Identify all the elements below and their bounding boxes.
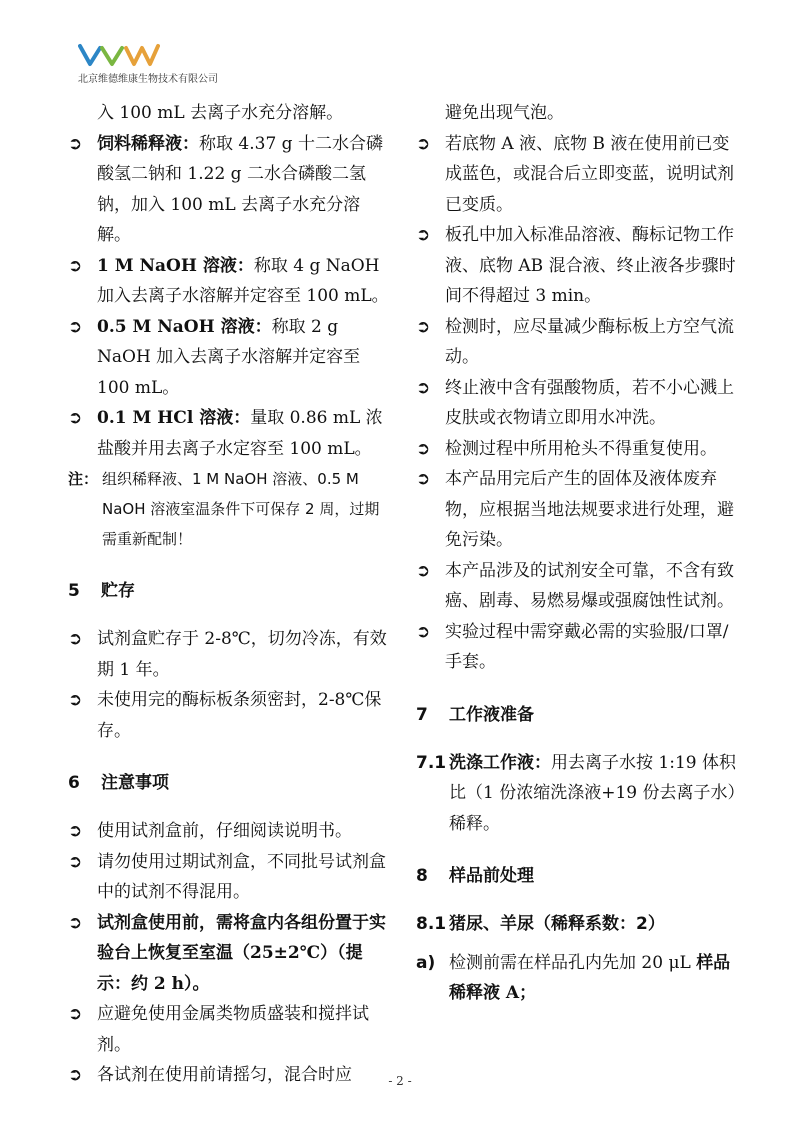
arrow-bullet-icon: ➲: [416, 438, 431, 459]
section-heading: 5 贮存: [68, 581, 135, 601]
arrow-bullet-icon: ➲: [416, 316, 431, 337]
section-heading: 6 注意事项: [68, 773, 169, 793]
list-item: ➲ 检测时，应尽量减少酶标板上方空气流动。: [416, 312, 738, 373]
subsection-7-1: 7.1 洗涤工作液：用去离子水按 1:19 体积比（1 份浓缩洗涤液+19 份去离子水）稀释。: [416, 752, 736, 834]
page-number: - 2 -: [388, 1074, 412, 1088]
list-item: ➲ 检测过程中所用枪头不得重复使用。: [416, 434, 738, 465]
list-item: ➲ 1 M NaOH 溶液：称取 4 g NaOH 加入去离子水溶解并定容至 100 mL。: [68, 251, 390, 312]
arrow-bullet-icon: ➲: [68, 690, 83, 710]
continuation-text: 入 100 mL 去离子水充分溶解。: [97, 103, 344, 123]
right-column: [416, 98, 738, 1009]
continuation-text: 避免出现气泡。: [445, 103, 564, 123]
arrow-bullet-icon: ➲: [416, 225, 431, 245]
note-label: 注：: [68, 470, 99, 488]
arrow-bullet-icon: ➲: [68, 821, 83, 841]
list-item: ➲ 应避免使用金属类物质盛装和搅拌试剂。: [68, 999, 390, 1060]
list-item: ➲ 未使用完的酶标板条须密封，2-8℃保存。: [68, 685, 390, 746]
header-logo: [78, 42, 218, 85]
note-text: 组织稀释液、1 M NaOH 溶液、0.5 M NaOH 溶液室温条件下可保存 2 周，过期需重新配制！: [102, 470, 380, 548]
list-item: ➲ 板孔中加入标准品溶液、酶标记物工作液、底物 AB 混合液、终止液各步骤时间不得超过 3 min。: [416, 220, 738, 312]
note: [68, 464, 390, 554]
arrow-bullet-icon: ➲: [416, 377, 431, 398]
arrow-bullet-icon: ➲: [68, 133, 83, 154]
list-item: ➲ 各试剂在使用前请摇匀，混合时应: [68, 1060, 390, 1091]
arrow-bullet-icon: ➲: [416, 133, 431, 154]
list-item: ➲ 0.1 M HCl 溶液：量取 0.86 mL 浓盐酸并用去离子水定容至 100 mL。: [68, 403, 390, 464]
company-logo-icon: [78, 42, 160, 68]
list-item: ➲ 试剂盒使用前，需将盒内各组份置于实验台上恢复至室温（25±2℃）（提示：约 2 h）。: [68, 908, 390, 1000]
company-name: 北京维德维康生物技术有限公司: [78, 74, 218, 85]
arrow-bullet-icon: ➲: [68, 912, 83, 933]
arrow-bullet-icon: ➲: [68, 1004, 83, 1024]
arrow-bullet-icon: ➲: [68, 408, 83, 428]
list-item: ➲ 若底物 A 液、底物 B 液在使用前已变成蓝色，或混合后立即变蓝，说明试剂已变质。: [416, 129, 738, 221]
section-heading: 8 样品前处理: [416, 866, 534, 886]
arrow-bullet-icon: ➲: [416, 560, 431, 581]
left-column: [68, 98, 390, 1091]
list-item: ➲ 使用试剂盒前，仔细阅读说明书。: [68, 816, 390, 847]
list-item: ➲ 本产品用完后产生的固体及液体废弃物，应根据当地法规要求进行处理，避免污染。: [416, 464, 738, 556]
arrow-bullet-icon: ➲: [68, 1065, 83, 1085]
arrow-bullet-icon: ➲: [68, 629, 83, 649]
list-item: ➲ 试剂盒贮存于 2-8℃，切勿冷冻，有效期 1 年。: [68, 624, 390, 685]
step-a: a) 检测前需在样品孔内先加 20 μL 样品稀释液 A；: [416, 952, 731, 1003]
list-item: ➲ 饲料稀释液：称取 4.37 g 十二水合磷酸氢二钠和 1.22 g 二水合磷酸二氢钠，加入 100 mL 去离子水充分溶解。: [68, 129, 390, 251]
list-item: ➲ 实验过程中需穿戴必需的实验服/口罩/手套。: [416, 617, 738, 678]
arrow-bullet-icon: ➲: [416, 621, 431, 642]
arrow-bullet-icon: ➲: [68, 851, 83, 872]
list-item: ➲ 终止液中含有强酸物质，若不小心溅上皮肤或衣物请立即用水冲洗。: [416, 373, 738, 434]
arrow-bullet-icon: ➲: [416, 469, 431, 489]
list-item: ➲ 本产品涉及的试剂安全可靠，不含有致癌、剧毒、易燃易爆或强腐蚀性试剂。: [416, 556, 738, 617]
list-item: ➲ 0.5 M NaOH 溶液：称取 2 g NaOH 加入去离子水溶解并定容至 100 mL。: [68, 312, 390, 404]
subsection-8-1-heading: 8.1 猪尿、羊尿（稀释系数：2）: [416, 914, 665, 934]
section-heading: 7 工作液准备: [416, 704, 534, 725]
arrow-bullet-icon: ➲: [68, 255, 83, 276]
list-item: ➲ 请勿使用过期试剂盒，不同批号试剂盒中的试剂不得混用。: [68, 847, 390, 908]
arrow-bullet-icon: ➲: [68, 316, 83, 337]
